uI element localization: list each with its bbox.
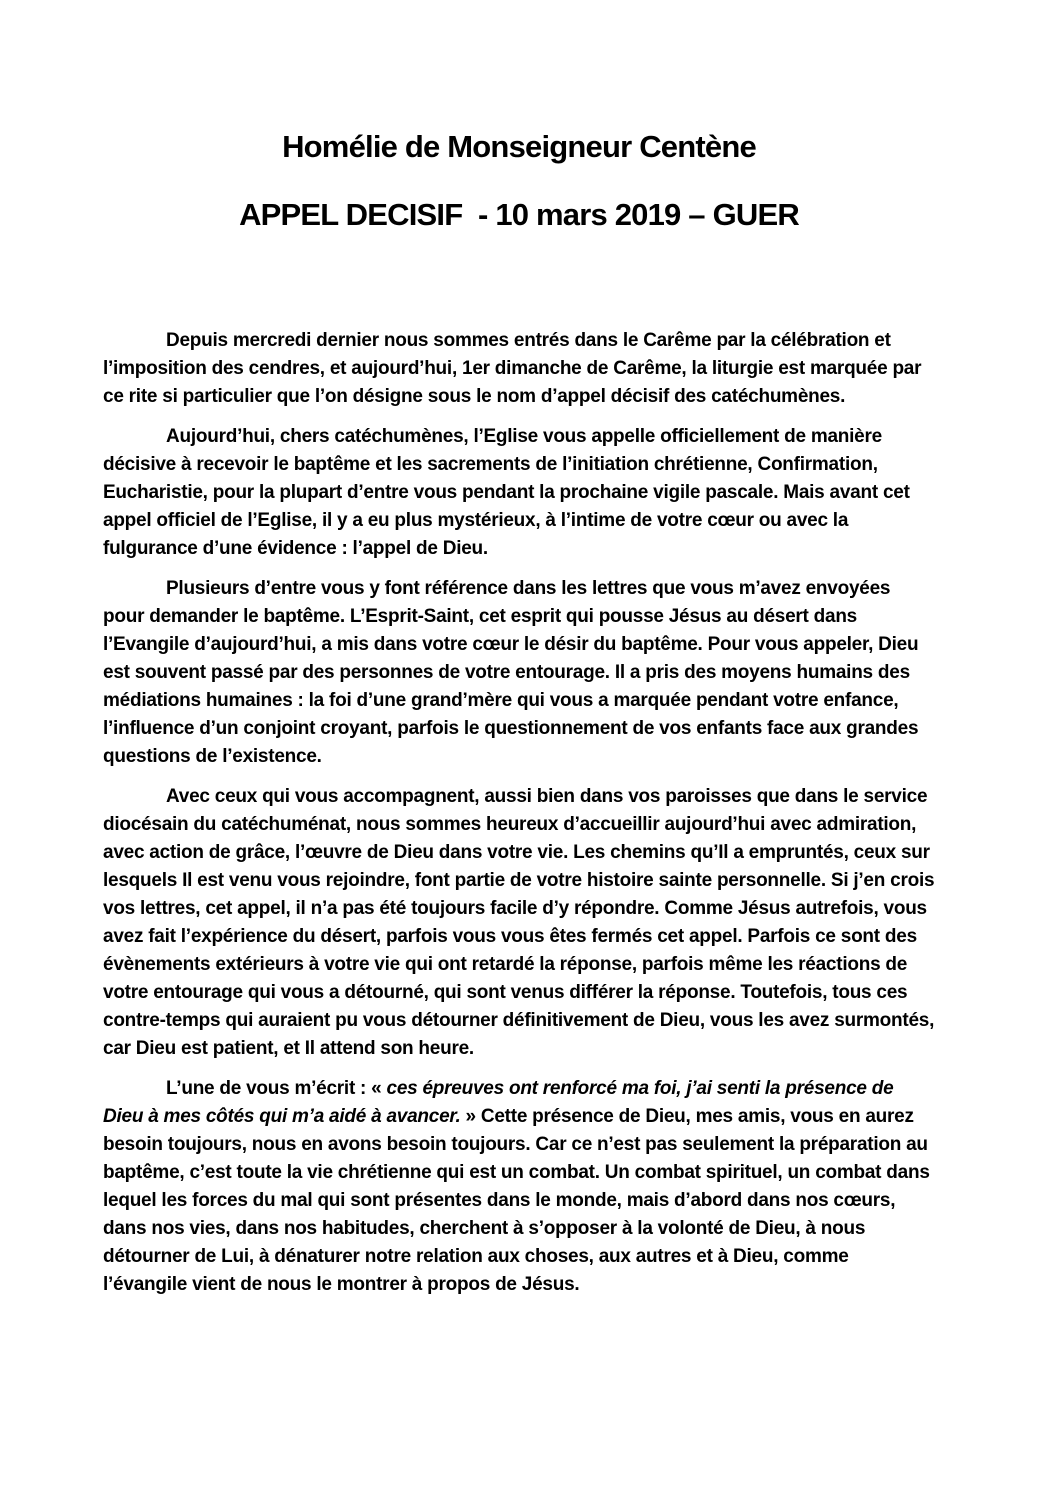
paragraph-quote-combat [103, 1075, 935, 1299]
quote-follow-up: » Cette présence de Dieu, mes amis, vous en aurez besoin toujours, nous en avons besoin toujours. Car ce n’est pas seulement la préparation au baptême, c’est toute la vie chrétienne qui est un combat. Un combat spirituel, un combat dans lequel les forces du mal qui sont présentes dans le monde, mais d’abord dans nos cœurs, dans nos vies, dans nos habitudes, cherchent à s’opposer à la volonté de Dieu, à nous détourner de Lui, à dénaturer notre relation aux choses, aux autres et à Dieu, comme l’évangile vient de nous le montrer à propos de Jésus. [103, 1106, 930, 1295]
document-title: Homélie de Monseigneur Centène [282, 129, 756, 164]
paragraph-lent-intro: Depuis mercredi dernier nous sommes entrés dans le Carême par la célébration et l’imposition des cendres, et aujourd’hui, 1er dimanche de Carême, la liturgie est marquée par ce rite si particulier que l’on désigne sous le nom d’appel décisif des catéchumènes. [103, 330, 922, 407]
document-header [103, 128, 935, 234]
document-body [103, 327, 935, 1299]
quoted-letter-text: ces épreuves ont renforcé ma foi, j’ai senti la présence de Dieu à mes côtés qui m’a aidé à avancer. [103, 1078, 894, 1127]
document-subtitle: APPEL DECISIF - 10 mars 2019 – GUER [239, 197, 799, 232]
paragraph-official-call: Aujourd’hui, chers catéchumènes, l’Eglise vous appelle officiellement de manière décisive à recevoir le baptême et les sacrements de l’initiation chrétienne, Confirmation, Eucharistie, pour la plupart d’entre vous pendant la prochaine vigile pascale. Mais avant cet appel officiel de l’Eglise, il y a eu plus mystérieux, à l’intime de votre cœur ou avec la fulgurance d’une évidence : l’appel de Dieu. [103, 426, 910, 559]
paragraph-accompaniment: Avec ceux qui vous accompagnent, aussi bien dans vos paroisses que dans le service diocésain du catéchuménat, nous sommes heureux d’accueillir aujourd’hui avec admiration, avec action de grâce, l’œuvre de Dieu dans votre vie. Les chemins qu’Il a empruntés, ceux sur lesquels Il est venu vous rejoindre, font partie de votre histoire sainte personnelle. Si j’en crois vos lettres, cet appel, il n’a pas été toujours facile d’y répondre. Comme Jésus autrefois, vous avez fait l’expérience du désert, parfois vous vous êtes fermés cet appel. Parfois ce sont des évènements extérieurs à votre vie qui ont retardé la réponse, parfois même les réactions de votre entourage qui vous a détourné, qui sont venus différer la réponse. Toutefois, tous ces contre-temps qui auraient pu vous détourner définitivement de Dieu, vous les avez surmontés, car Dieu est patient, et Il attend son heure. [103, 786, 935, 1059]
paragraph-letters-reference: Plusieurs d’entre vous y font référence dans les lettres que vous m’avez envoyées pour demander le baptême. L’Esprit-Saint, cet esprit qui pousse Jésus au désert dans l’Evangile d’aujourd’hui, a mis dans votre cœur le désir du baptême. Pour vous appeler, Dieu est souvent passé par des personnes de votre entourage. Il a pris des moyens humains des médiations humaines : la foi d’une grand’mère qui vous a marquée pendant votre enfance, l’influence d’un conjoint croyant, parfois le questionnement de vos enfants face aux grandes questions de l’existence. [103, 578, 919, 767]
quote-lead-in: L’une de vous m’écrit : « [166, 1078, 387, 1099]
